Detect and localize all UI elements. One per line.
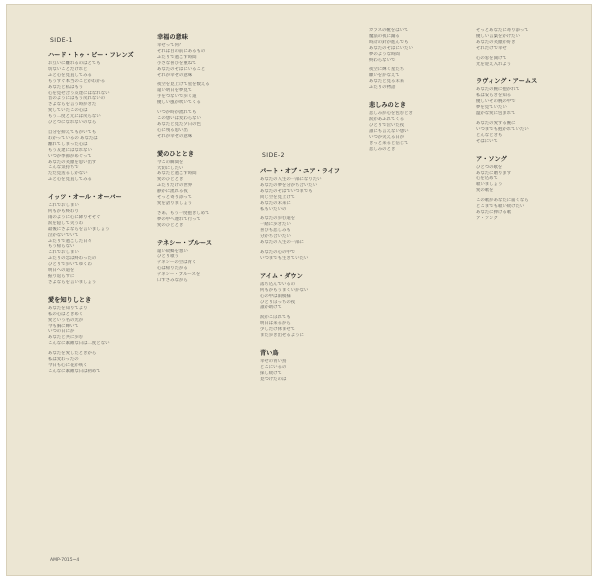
lyric-line: これでおしまい: [48, 203, 79, 209]
lyric-line: あなたに捧げる歌: [476, 209, 512, 215]
lyric-line: 静かに流れる夜: [157, 189, 188, 195]
lyric-line: 最後にさよならを言いましょう: [48, 226, 110, 232]
lyric-line: ひとつの歌を: [476, 164, 503, 170]
song-title: イッツ・オール・オーバー: [48, 194, 122, 202]
lyric-line: 同じ空を見上げて: [260, 194, 296, 200]
lyric-line: 自分を抑えてもがいても: [48, 129, 97, 135]
lyric-line: 今日も心に花が咲く: [48, 362, 88, 368]
lyric-line: あなたの愛する腕に: [476, 120, 516, 126]
lyric-line: 終わらないで: [369, 57, 396, 63]
lyric-line: あなたと見た夕日の色: [157, 121, 201, 127]
lyric-line: 心は帰りたがる: [157, 266, 188, 272]
column-5: [476, 28, 588, 222]
lyric-line: 心を見せ合う友達にはなれない: [48, 90, 110, 96]
lyric-line: ひとりぼっちの夜: [260, 299, 296, 305]
lyric-line: ひとりで泣いた夜: [369, 122, 405, 128]
lyric-line: ふたりの恋は終わったの: [48, 256, 97, 262]
lyric-line: あなたと私はもう: [48, 84, 84, 90]
lyric-line: あなたの歩む道を: [260, 216, 296, 222]
lyric-line: 涙を隠して笑うわ: [48, 220, 84, 226]
lyric-line: あなたに贈ります: [476, 170, 512, 176]
song-title: アイム・ダウン: [260, 272, 303, 280]
lyric-line: 夢のような時間: [369, 51, 400, 57]
lyric-line: 何もかもうまくいかない: [260, 287, 309, 293]
lyric-line: 優しい風が吹いてくる: [157, 100, 201, 106]
song: [157, 238, 269, 284]
lyric-line: 離れてしまった心は: [48, 141, 88, 147]
lyric-line: もう帰らない: [48, 244, 75, 250]
lyric-line: どこにいるの: [260, 364, 287, 370]
lyric-line: ふたりで過ごした日々: [48, 238, 92, 244]
lyric-line: あなたの人生の一部になりたい: [260, 177, 322, 182]
column-1: [48, 46, 160, 375]
lyric-line: 涙があふれてくる: [369, 116, 405, 122]
lyric-line: あなたのそばでいつまでも: [260, 188, 313, 194]
lyric-line: 今この瞬間を: [157, 159, 184, 165]
lyric-line: 落ち込んでいるの: [260, 281, 296, 287]
lyric-line: 誰にも言えない想い: [369, 128, 409, 134]
lyric-line: 遠い故郷を想い: [157, 248, 188, 254]
lyric-line: あなたと見る未来: [369, 79, 405, 85]
column-3: [260, 162, 372, 383]
lyric-line: ふと心を見直してみる: [48, 72, 92, 78]
lyric-line: 夢の中へ連れて行って: [157, 216, 201, 222]
lyric-line: 魔法の夜に踊る: [369, 33, 400, 39]
lyric-line: ひとりで歩いてゆくわ: [48, 262, 92, 268]
lyric-line: 夢を見ていたい: [476, 105, 507, 111]
lyric-line: 愛を語りましょう: [157, 200, 193, 206]
lyric-line: 愛のひととき: [157, 177, 184, 183]
lyric-line: 光を迎え入れよう: [476, 61, 512, 67]
song-title: パート・オブ・ユア・ライフ: [260, 168, 340, 175]
song: [369, 28, 481, 91]
side2-label: SIDE-2: [262, 152, 285, 159]
lyric-line: それが幸せの意味: [157, 72, 193, 78]
song-title: ラヴィング・アームス: [476, 78, 538, 86]
song: [48, 192, 160, 286]
lyric-line: さよならを言いましょう: [48, 279, 97, 285]
lyric-line: 愛の歌を: [476, 188, 494, 194]
lyric-line: あなたと過ごす時間: [157, 171, 197, 177]
lyric-line: 大切にしたい: [157, 165, 184, 171]
lyric-line: 雨のように心に降りそそぐ: [48, 214, 101, 220]
lyric-line: そっと寄り添って: [157, 195, 193, 201]
lyric-line: 少しだけ休ませて: [260, 327, 296, 333]
lyric-line: 私もいたいの: [260, 206, 287, 212]
lyric-line: あなたのそばにいること: [157, 66, 206, 72]
lyric-line: こんな気持ちで: [48, 165, 79, 171]
song: [260, 271, 372, 339]
song: [157, 32, 269, 140]
song: [369, 100, 481, 152]
lyric-line: 願いをかなえて: [369, 73, 400, 79]
lyric-line: 愛のひととき: [157, 222, 184, 228]
lyric-line: 私は安らぎを知る: [476, 93, 512, 99]
lyric-line: ふと心を見直してみる: [48, 177, 92, 183]
lyric-line: 口ずさみながら: [157, 278, 188, 284]
catalog-number: AMP-7015~4: [50, 558, 80, 563]
lyric-line: 明日への道を: [48, 268, 75, 274]
lyric-line: ただ見送るしかない: [48, 171, 88, 177]
lyric-line: 泣かないでいて: [48, 232, 79, 238]
lyric-line: 私の心はときめく: [48, 311, 84, 317]
lyric-line: 今も胸に輝いて: [48, 323, 79, 329]
lyric-sheet: [6, 4, 592, 576]
lyric-line: ア・ソング: [476, 215, 498, 221]
lyric-line: 喜びも悲しみも: [260, 228, 291, 234]
lyric-line: 探し続けて: [260, 370, 282, 376]
lyric-line: 夜空を見上げて星を数える: [157, 82, 210, 88]
lyric-line: この想いは変わらない: [157, 115, 201, 121]
lyric-line: あなたの人生の一部に: [260, 240, 304, 246]
lyric-line: 小さな喜びを重ねて: [157, 60, 197, 66]
lyric-line: いつまでも抱かれていたい: [476, 126, 529, 132]
lyric-line: あなたの夢を分かち合いたい: [260, 182, 318, 188]
song: [48, 50, 160, 183]
lyric-line: あなたの腕に抱かれて: [476, 87, 520, 93]
song-title: 幸福の意味: [157, 34, 188, 41]
lyric-line: 何もかも終わり: [48, 209, 79, 215]
song: [48, 295, 160, 375]
lyric-line: いつか季節がめぐって: [48, 153, 92, 159]
lyric-line: 遠い明日を夢見て: [157, 88, 193, 94]
song-title: ハード・トゥ・ビー・フレンズ: [48, 52, 134, 59]
lyric-line: 分かち合いたい: [260, 234, 291, 240]
lyric-line: あなたの心の中で: [260, 249, 296, 255]
lyric-line: どこまでも歌い続けたい: [476, 204, 525, 210]
lyric-line: いつの日にか: [48, 329, 75, 335]
song-title: 愛のひととき: [157, 150, 195, 158]
lyric-line: 夜空に輝く星たち: [369, 67, 405, 73]
lyric-line: お互いに離れるのはとても: [48, 61, 101, 66]
song-title: 青い鳥: [260, 349, 279, 357]
lyric-line: それは目の前にあるもの: [157, 48, 206, 54]
lyric-line: きっと来ると信じて: [369, 140, 409, 146]
lyric-line: さよならを言う時がきた: [48, 102, 97, 108]
lyric-line: 幸せの青い鳥: [260, 358, 287, 364]
lyric-line: あなたの笑顔を思い出す: [48, 159, 97, 165]
lyric-line: ひとつになれないのなら: [48, 120, 97, 126]
song: [476, 154, 588, 222]
lyric-line: 明日は来るから: [260, 321, 291, 327]
lyric-line: 愛という名の光が: [48, 317, 84, 323]
lyric-line: 優しい言葉をかけたい: [476, 33, 520, 39]
lyric-line: 愛していたこの心は: [48, 108, 88, 114]
lyric-line: この歌があなたに届くなら: [476, 198, 529, 204]
lyric-line: 手をつないで歩く道: [157, 94, 197, 100]
lyric-line: 心の中は雨模様: [260, 293, 291, 299]
lyric-line: わかっているの あなたは: [48, 135, 98, 141]
lyric-line: 心を込めて: [476, 176, 498, 182]
lyric-line: それが幸せの意味: [157, 133, 193, 139]
lyric-line: こんなに素敵な日は二度とない: [48, 341, 110, 347]
song-title: 悲しみのとき: [369, 102, 407, 110]
lyric-line: あなたと共に歩む: [48, 335, 84, 341]
lyric-line: あなたの笑顔が好き: [476, 39, 516, 45]
lyric-line: 心に残る思い出: [157, 127, 188, 133]
lyric-line: いつか時が流れても: [157, 110, 197, 116]
lyric-line: いつまでも生きていたい: [260, 255, 309, 261]
lyric-line: 歌いましょう: [476, 182, 503, 188]
lyric-line: 一緒に歩きたい: [260, 222, 291, 228]
lyric-line: 悲しみのとき: [369, 146, 396, 152]
lyric-line: 昔のようにはもう戻れないの: [48, 96, 106, 102]
song: [476, 76, 588, 144]
lyric-line: 悲しみが心を包むとき: [369, 111, 413, 117]
lyric-line: あなたのそばにいたい: [369, 45, 413, 51]
lyric-line: 切ないことだけれど: [48, 66, 88, 72]
lyric-line: 誰か助けて: [260, 305, 282, 311]
lyric-line: もう二度と元には戻らない: [48, 114, 101, 120]
lyric-line: いつか笑える日が: [369, 134, 405, 140]
lyric-line: 見つけたのは: [260, 376, 287, 382]
song: [260, 348, 372, 383]
lyric-line: 時計の針が進んでも: [369, 39, 409, 45]
lyric-line: 温かな愛に包まれて: [476, 111, 516, 117]
lyric-line: 私は変わったの: [48, 357, 79, 363]
lyric-line: 心の窓を開けて: [476, 55, 507, 61]
lyric-line: もう友達にはなれない: [48, 147, 92, 153]
lyric-line: ふたりで過ごす時間: [157, 54, 197, 60]
lyric-line: 涙がこぼれても: [260, 315, 291, 321]
lyric-line: 振り返らずに: [48, 274, 75, 279]
lyric-line: あなたの未来に: [260, 200, 291, 206]
song-title: テネシー・ブルース: [157, 239, 212, 247]
song: [260, 166, 372, 262]
lyric-line: もうすぐ本当のことがわかる: [48, 78, 106, 84]
lyric-line: あなたを知りてより: [48, 305, 88, 311]
lyric-line: 幸せって何？: [157, 43, 184, 48]
lyric-line: テネシー・ブルースを: [157, 272, 201, 278]
song-title: ア・ソング: [476, 155, 507, 163]
lyric-line: ガラスの靴をはいて: [369, 28, 409, 33]
lyric-line: あなたを愛したときから: [48, 351, 97, 357]
lyric-line: そばにいて: [476, 138, 498, 144]
lyric-line: ひとり歌う: [157, 254, 179, 260]
column-2: [157, 28, 269, 284]
lyric-line: テネシーの空は青く: [157, 260, 197, 266]
lyric-line: そっとあなたに寄り添って: [476, 28, 529, 33]
column-4: [369, 28, 481, 152]
lyric-line: さあ、もう一度抱きしめて: [157, 210, 210, 216]
side1-label: SIDE-1: [50, 37, 73, 44]
lyric-line: また歩き出せるように: [260, 333, 304, 339]
lyric-line: どんなときも: [476, 132, 503, 138]
song: [157, 149, 269, 229]
lyric-line: それだけで幸せ: [476, 45, 507, 51]
lyric-line: こんなに素敵な日は初めて: [48, 368, 101, 374]
lyric-line: これでおしまい: [48, 250, 79, 256]
lyric-line: ふたりの物語: [369, 85, 396, 91]
lyric-line: 優しいその腕の中で: [476, 99, 516, 105]
song: [476, 28, 588, 67]
lyric-line: ふたりだけの世界: [157, 183, 193, 189]
song-title: 愛を知りしとき: [48, 296, 92, 304]
